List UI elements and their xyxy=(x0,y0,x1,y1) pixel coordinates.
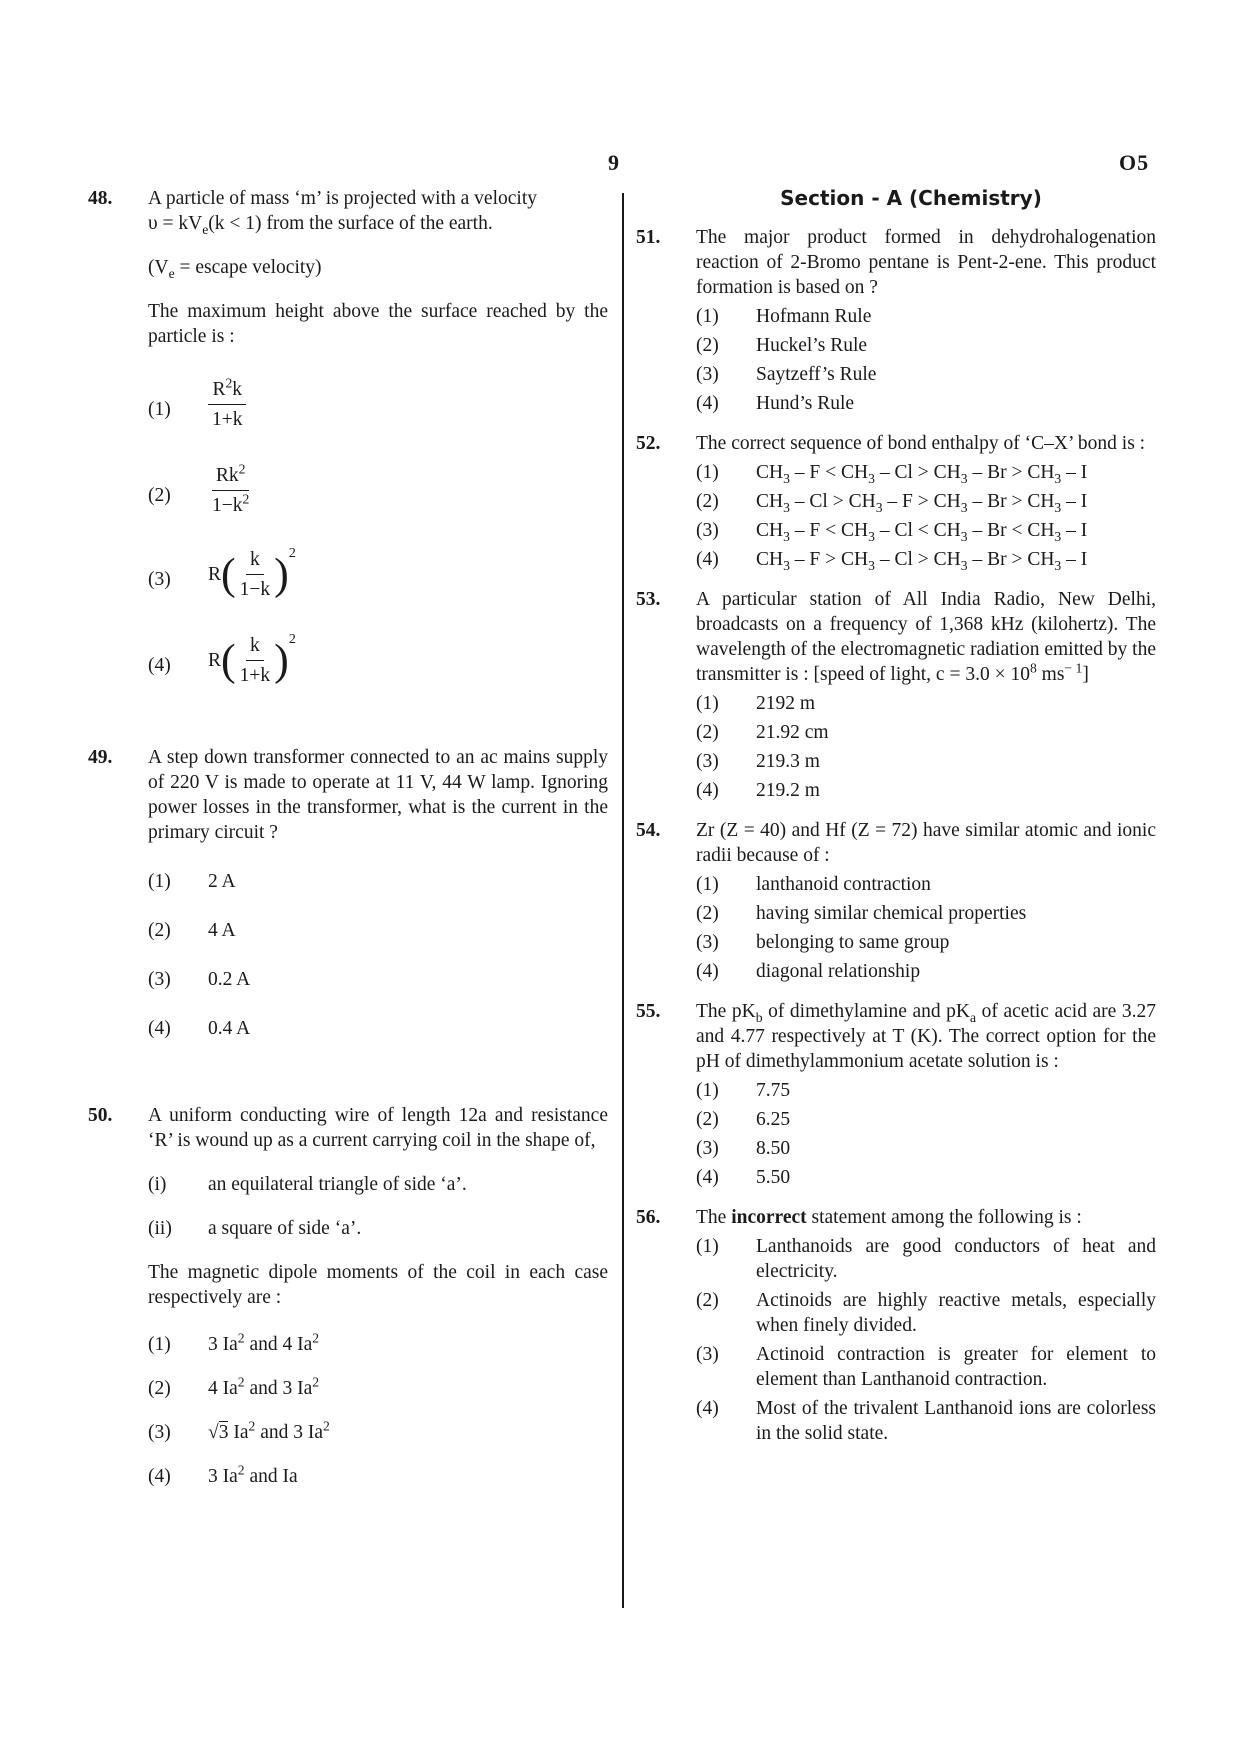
fraction: $\frac{Rk^2}{1-k^2}$ xyxy=(212,461,250,516)
option-2: (2) Huckel’s Rule xyxy=(696,335,868,356)
paper-code: O5 xyxy=(1119,150,1150,175)
option-3: (3) 219.3 m xyxy=(696,751,820,772)
question-text: A step down transformer connected to an ac mains supply of 220 V is made to operate at 11 V, 44 W lamp. Ignoring power losses in the transformer, what is the current in the primary circuit ? xyxy=(148,747,608,843)
question-prompt: The maximum height above the surface reached by the particle is : xyxy=(148,301,608,347)
question-text: A uniform conducting wire of length 12a and resistance ‘R’ is wound up as a current carrying coil in the shape of, xyxy=(148,1105,608,1151)
option-3: (3) R( $\frac{k}{1-k}$ )$^2$ xyxy=(148,545,296,600)
question-text: The correct sequence of bond enthalpy of ‘C–X’ bond is : xyxy=(696,433,1146,454)
right-column xyxy=(636,186,1156,1446)
option-3: (3) Saytzeff’s Rule xyxy=(696,364,877,385)
question-49 xyxy=(88,745,608,1041)
option-4: (4) Most of the trivalent Lanthanoid ions are colorless in the solid state. xyxy=(696,1398,1156,1444)
option-2: (2) 4 Ia$^2$ and 3 Ia$^2$ xyxy=(148,1374,320,1399)
fraction: $\frac{k}{1+k}$ xyxy=(239,635,271,686)
option-4: (4) 5.50 xyxy=(696,1167,791,1188)
question-text: The major product formed in dehydrohalogenation reaction of 2-Bromo pentane is Pent-2-ene. This product formation is based on ? xyxy=(696,227,1156,298)
option-4: (4) R( $\frac{k}{1+k}$ )$^2$ xyxy=(148,631,296,686)
shape-item: (ii) a square of side ‘a’. xyxy=(148,1218,362,1239)
question-number: 53. xyxy=(636,589,661,610)
question-51 xyxy=(636,225,1156,416)
option-3: (3) √3 Ia$^2$ and 3 Ia$^2$ xyxy=(148,1418,330,1443)
option-1: (1) 7.75 xyxy=(696,1080,791,1101)
option-4: (4) 0.4 A xyxy=(148,1018,251,1039)
option-2: (2) Actinoids are highly reactive metals, especially when finely divided. xyxy=(696,1290,1156,1336)
question-number: 51. xyxy=(636,227,661,248)
section-title: Section - A (Chemistry) xyxy=(780,186,1042,210)
option-3: (3) belonging to same group xyxy=(696,932,950,953)
left-column xyxy=(88,186,608,1489)
question-50 xyxy=(88,1103,608,1489)
option-3: (3) 8.50 xyxy=(696,1138,791,1159)
question-number: 49. xyxy=(88,747,113,768)
option-4: (4) diagonal relationship xyxy=(696,961,921,982)
option-1: (1) $\frac{R^2k}{1+k}$ xyxy=(148,377,608,435)
question-prompt: The magnetic dipole moments of the coil in each case respectively are : xyxy=(148,1262,608,1308)
question-text: The incorrect statement among the following is : xyxy=(696,1207,1082,1228)
question-text: The $pK_b$ of dimethylamine and $pK_a$ of acetic acid are 3.27 and 4.77 respectively at T (K). The correct option for the pH of dimethylammonium acetate solution is : xyxy=(696,1001,1157,1072)
option-4: (4) 3 Ia$^2$ and Ia xyxy=(148,1462,298,1487)
option-2: (2) 6.25 xyxy=(696,1109,791,1130)
question-55 xyxy=(636,999,1156,1190)
option-1: (1) 3 Ia$^2$ and 4 Ia$^2$ xyxy=(148,1330,320,1355)
question-52 xyxy=(636,431,1156,572)
question-number: 55. xyxy=(636,1001,661,1022)
question-number: 48. xyxy=(88,188,113,209)
option-1: (1) 2192 m xyxy=(696,693,816,714)
question-number: 54. xyxy=(636,820,661,841)
shape-item: (i) an equilateral triangle of side ‘a’. xyxy=(148,1174,467,1195)
question-53 xyxy=(636,587,1156,803)
option-2: (2) having similar chemical properties xyxy=(696,903,1027,924)
option-1: (1) 2 A xyxy=(148,871,236,892)
question-48 xyxy=(88,186,608,693)
question-number: 56. xyxy=(636,1207,661,1228)
fraction: $\frac{k}{1-k}$ xyxy=(239,549,271,600)
column-divider xyxy=(622,193,624,1608)
option-2: (2) $\frac{Rk^2}{1-k^2}$ xyxy=(148,463,608,521)
question-number: 50. xyxy=(88,1105,113,1126)
question-54 xyxy=(636,818,1156,984)
fraction: $\frac{R^2k}{1+k}$ xyxy=(208,377,247,432)
question-number: 52. xyxy=(636,433,661,454)
question-56 xyxy=(636,1205,1156,1446)
option-3: (3) Actinoid contraction is greater for element to element than Lanthanoid contraction. xyxy=(696,1344,1156,1390)
option-3: (3) 0.2 A xyxy=(148,969,251,990)
option-1: (1) $CH_3 - F < CH_3 - Cl > CH_3 - Br > CH_3 - I$ xyxy=(696,462,1088,486)
question-text: A particular station of All India Radio, New Delhi, broadcasts on a frequency of 1,368 kHz (kilohertz). The wavelength of the electromagnetic radiation emitted by the transmitter is : [speed of light, $c = 3.0 \times 10^8$ $ms^{- 1}$] xyxy=(696,589,1156,685)
page-number: 9 xyxy=(608,150,619,175)
option-1: (1) Lanthanoids are good conductors of heat and electricity. xyxy=(696,1236,1156,1282)
option-4: (4) Hund’s Rule xyxy=(696,393,855,414)
option-4: (4) 219.2 m xyxy=(696,780,820,801)
option-2: (2) 21.92 cm xyxy=(696,722,829,743)
option-1: (1) Hofmann Rule xyxy=(696,306,872,327)
question-text: Zr (Z = 40) and Hf (Z = 72) have similar atomic and ionic radii because of : xyxy=(696,820,1156,866)
option-1: (1) lanthanoid contraction xyxy=(696,874,931,895)
option-2: (2) 4 A xyxy=(148,920,236,941)
question-text: A particle of mass ‘m’ is projected with a velocity $\upsilon = kV_e(k < 1)$ from the surface of the earth. xyxy=(148,188,537,237)
option-4: (4) $CH_3 - F > CH_3 - Cl > CH_3 - Br > CH_3 - I$ xyxy=(696,549,1088,573)
option-2: (2) $CH_3 - Cl > CH_3 - F > CH_3 - Br > CH_3 - I$ xyxy=(696,491,1088,515)
option-3: (3) $CH_3 - F < CH_3 - Cl < CH_3 - Br < CH_3 - I$ xyxy=(696,520,1088,544)
escape-velocity-note: ($V_e$ = escape velocity) xyxy=(148,257,322,281)
